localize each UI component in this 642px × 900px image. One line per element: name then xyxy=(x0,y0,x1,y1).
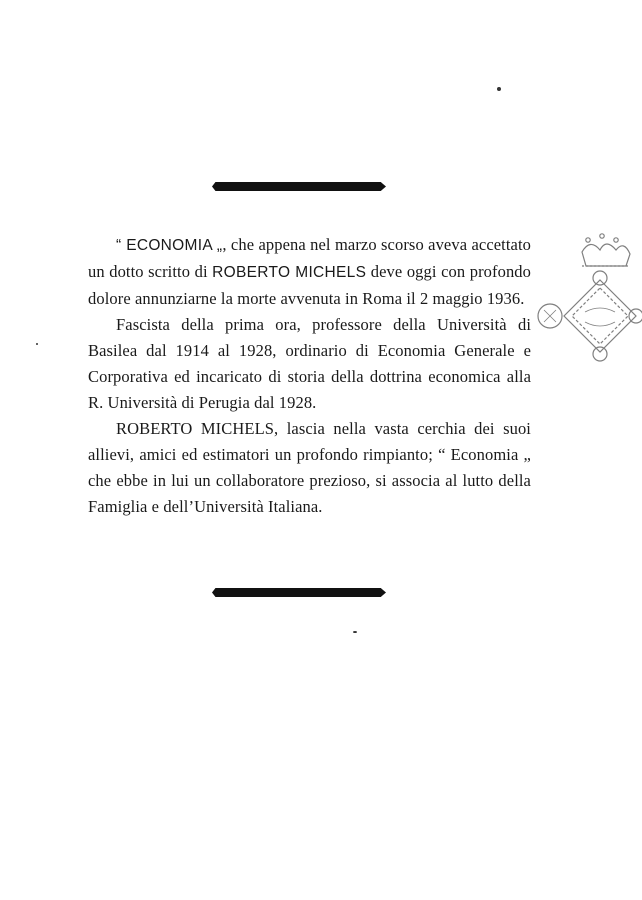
speck xyxy=(353,631,357,633)
top-rule xyxy=(212,182,386,191)
paragraph-3: ROBERTO MICHELS, lascia nella vasta cerchia dei suoi allievi, amici ed estimatori un profondo rimpianto; “ Economia „ che ebbe in lui un collaboratore prezioso, si associa al lutto della Famiglia e dell’Università Italiana. xyxy=(88,419,531,516)
paragraph-1-text-a: , che appena nel marzo scorso aveva accettato un dotto scritto di xyxy=(88,235,531,281)
announcement-text xyxy=(88,232,531,520)
journal-name: “ ECONOMIA „ xyxy=(116,237,223,254)
speck xyxy=(36,343,38,345)
speck xyxy=(497,87,501,91)
paragraph-1-text-b: deve oggi con profondo dolore annunziarne la morte avvenuta in Roma il 2 maggio 1936. xyxy=(88,262,532,308)
paragraph-1 xyxy=(88,232,531,312)
library-stamp-icon xyxy=(530,222,642,382)
paragraph-2: Fascista della prima ora, professore della Università di Basilea dal 1914 al 1928, ordinario di Economia Generale e Corporativa ed incaricato di storia della dottrina economica alla R. Università di Perugia dal 1928. xyxy=(88,315,531,412)
author-name: ROBERTO MICHELS xyxy=(212,264,367,281)
bottom-rule xyxy=(212,588,386,597)
